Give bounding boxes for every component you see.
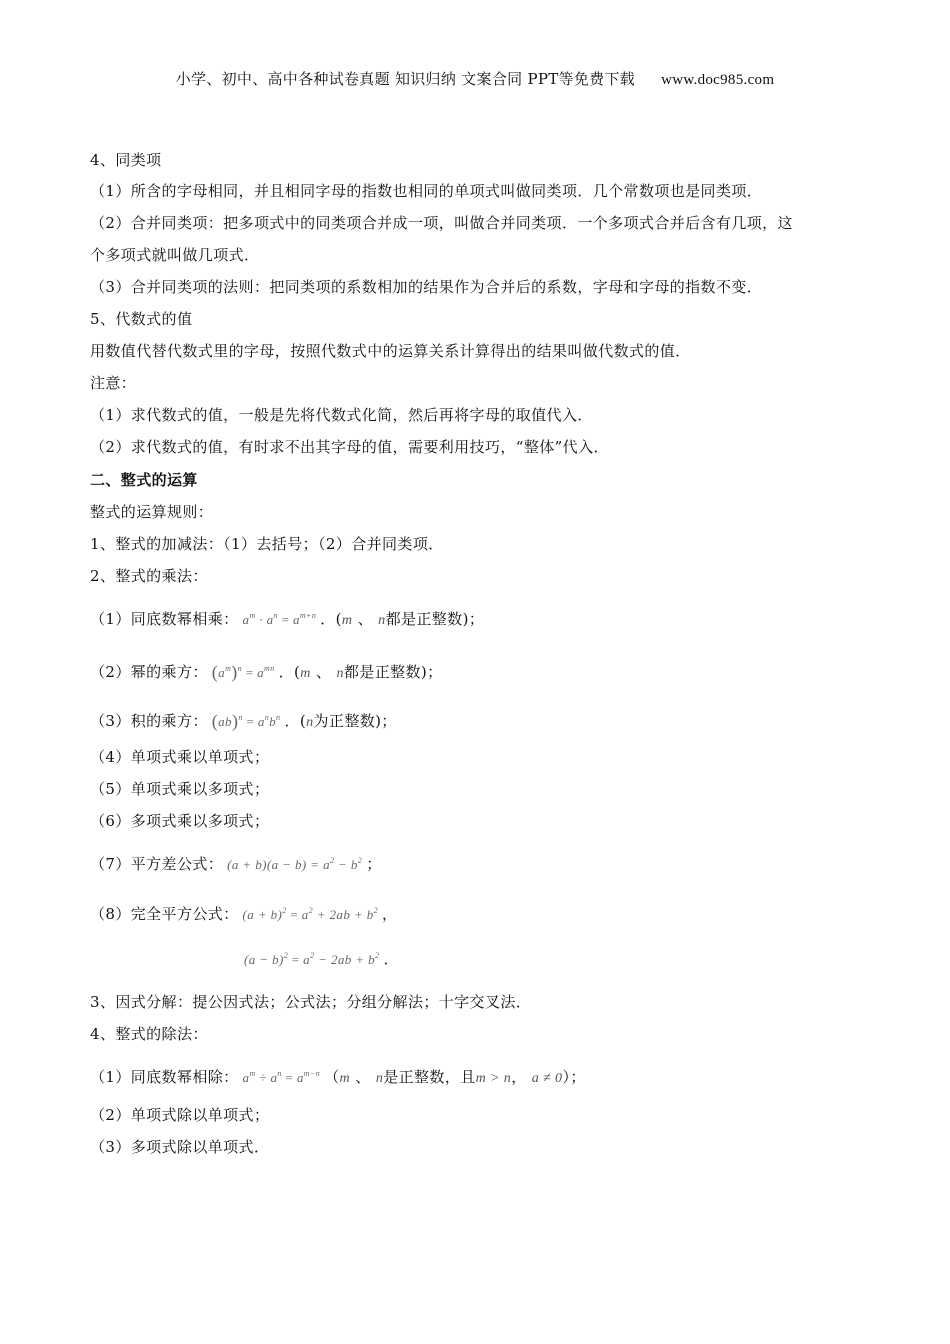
paragraph: （4）单项式乘以单项式； bbox=[90, 748, 270, 766]
paragraph: （3）多项式除以单项式． bbox=[90, 1138, 270, 1156]
paragraph: 4、整式的除法： bbox=[90, 1025, 208, 1043]
paragraph: （2）求代数式的值，有时求不出其字母的值，需要利用技巧，“整体”代入． bbox=[90, 438, 609, 456]
paragraph: 3、因式分解：提公因式法；公式法；分组分解法；十字交叉法． bbox=[90, 993, 532, 1011]
paragraph: （1）求代数式的值，一般是先将代数式化简，然后再将字母的取值代入． bbox=[90, 406, 593, 424]
formula-product-of-powers: $a^m \cdot a^n = a^{m+n}$ bbox=[242, 611, 317, 627]
paragraph: 用数值代替代数式里的字母，按照代数式中的运算关系计算得出的结果叫做代数式的值． bbox=[90, 342, 691, 360]
paragraph: 1、整式的加减法：（1）去括号；（2）合并同类项． bbox=[90, 535, 444, 553]
formula-line: （1）同底数幂相乘： $a^m \cdot a^n = a^{m+n}$ ．(m 、 n都是正整数)； bbox=[90, 610, 485, 628]
formula-power-of-power: $(a^m)^n = a^{mn}$ bbox=[211, 662, 275, 682]
page-header bbox=[0, 68, 950, 89]
paragraph: （6）多项式乘以多项式； bbox=[90, 812, 270, 830]
paragraph: （5）单项式乘以多项式； bbox=[90, 780, 270, 798]
header-site: www.doc985.com bbox=[661, 72, 775, 88]
note-label: 注意： bbox=[90, 374, 137, 392]
formula-line: （3）积的乘方： $(ab)^n = a^nb^n$ ．(n为正整数)； bbox=[90, 711, 397, 731]
formula-line: （1）同底数幂相除： $a^m \div a^n = a^{m-n}$ （m 、 n是正整数，且m > n， a ≠ 0）； bbox=[90, 1068, 586, 1086]
paragraph: （2）单项式除以单项式； bbox=[90, 1106, 270, 1124]
section-2-heading: 二、整式的运算 bbox=[90, 471, 198, 489]
header-text: 小学、初中、高中各种试卷真题 知识归纳 文案合同 PPT等免费下载 bbox=[175, 70, 636, 88]
paragraph: （1）所含的字母相同，并且相同字母的指数也相同的单项式叫做同类项．几个常数项也是同类项． bbox=[90, 182, 763, 200]
paragraph: 整式的运算规则： bbox=[90, 503, 214, 521]
formula-line: （7）平方差公式： $(a + b)(a - b) = a^2 - b^2$ ； bbox=[90, 855, 382, 873]
paragraph: （2）合并同类项：把多项式中的同类项合并成一项，叫做合并同类项．一个多项式合并后含有几项，这 bbox=[90, 214, 793, 232]
formula-square-of-difference: $(a - b)^2 = a^2 - 2ab + b^2$ bbox=[244, 951, 380, 967]
section-5-title: 5、代数式的值 bbox=[90, 310, 193, 328]
formula-square-of-sum: $(a + b)^2 = a^2 + 2ab + b^2$ bbox=[242, 906, 378, 922]
paragraph: 2、整式的乘法： bbox=[90, 567, 208, 585]
condition-m-gt-n: m > n bbox=[475, 1071, 512, 1086]
formula-line: $(a - b)^2 = a^2 - 2ab + b^2$ ． bbox=[240, 948, 399, 969]
formula-difference-of-squares: $(a + b)(a - b) = a^2 - b^2$ bbox=[227, 856, 363, 872]
formula-power-of-product: $(ab)^n = a^nb^n$ bbox=[211, 711, 281, 731]
paragraph: （3）合并同类项的法则：把同类项的系数相加的结果作为合并后的系数，字母和字母的指数不变． bbox=[90, 278, 763, 296]
section-4-title: 4、同类项 bbox=[90, 151, 162, 169]
paragraph: 个多项式就叫做几项式． bbox=[90, 246, 260, 264]
condition-a-ne-0: a ≠ 0 bbox=[531, 1071, 563, 1086]
formula-line: （8）完全平方公式： $(a + b)^2 = a^2 + 2ab + b^2$ ， bbox=[90, 905, 398, 923]
formula-quotient-of-powers: $a^m \div a^n = a^{m-n}$ bbox=[242, 1069, 321, 1085]
formula-line: （2）幂的乘方： $(a^m)^n = a^{mn}$ ．(m 、 n都是正整数)； bbox=[90, 662, 443, 682]
